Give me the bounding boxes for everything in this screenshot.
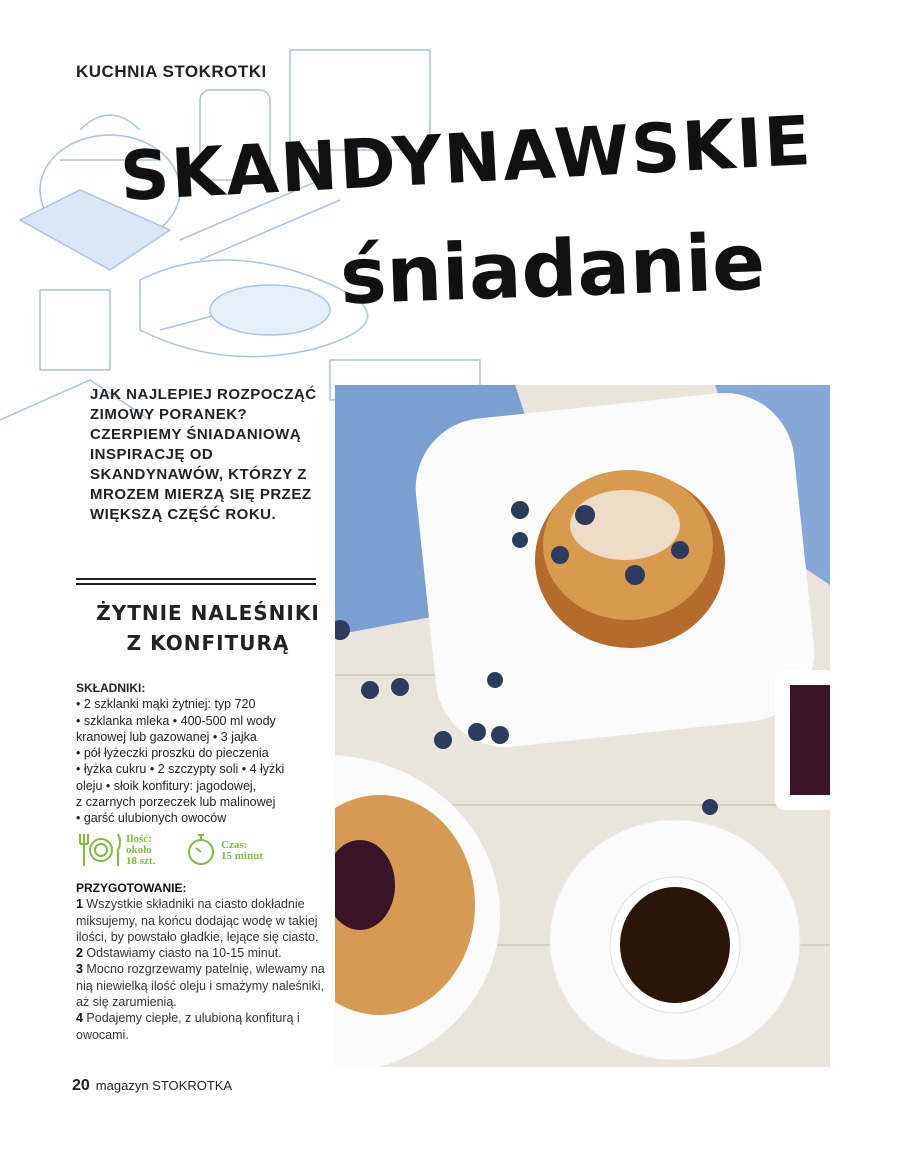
ingredient-line: • 2 szklanki mąki żytniej: typ 720 (76, 697, 256, 712)
headline-line1: SKANDYNAWSKIE (118, 101, 815, 218)
recipe-title (76, 598, 340, 658)
headline-line2: śniadanie (338, 217, 767, 323)
amount-info: Ilość: około 18 szt. (126, 833, 156, 867)
ingredient-line: z czarnych porzeczek lub malinowej (76, 795, 276, 810)
section-brand: KUCHNIA STOKROTKI (76, 62, 267, 81)
time-info: Czas: 15 minut (221, 839, 263, 862)
divider (76, 578, 316, 580)
preparation-heading: PRZYGOTOWANIE: (76, 881, 187, 895)
ingredient-line: oleju • słoik konfitury: jagodowej, (76, 778, 257, 793)
ingredient-line: • pół łyżeczki proszku do pieczenia (76, 746, 269, 761)
recipe-info (76, 830, 336, 870)
footer (72, 1077, 232, 1095)
recipe-title-line1: ŻYTNIE NALEŚNIKI (96, 601, 320, 625)
preparation (76, 880, 338, 1043)
recipe-title-line2: Z KONFITURĄ (126, 631, 290, 655)
divider (76, 583, 316, 585)
step: 2 Odstawiamy ciasto na 10-15 minut. (76, 946, 282, 961)
page-number: 20 (72, 1077, 90, 1094)
ingredient-line: • garść ulubionych owoców (76, 811, 227, 826)
ingredient-line: kranowej lub gazowanej • 3 jajka (76, 729, 257, 744)
ingredient-line: • szklanka mleka • 400-500 ml wody (76, 713, 276, 728)
lead-paragraph: JAK NAJLEPIEJ ROZPOCZĄĆ ZIMOWY PORANEK? CZERPIEMY ŚNIADANIOWĄ INSPIRACJĘ OD SKANDYNAWÓW, KTÓRZY Z MROZEM MIERZĄ SIĘ PRZEZ WIĘKSZĄ CZĘŚĆ ROKU. (90, 386, 317, 523)
ingredients-heading: SKŁADNIKI: (76, 681, 146, 695)
pancakes-photo (335, 385, 830, 1067)
step: 3 Mocno rozgrzewamy patelnię, wlewamy na nią niewielką ilość oleju i smażymy naleśniki, aż się zarumienią. (76, 962, 325, 1010)
step: 1 Wszystkie składniki na ciasto dokładnie miksujemy, na końcu dodając wodę w takiej ilości, by powstało gładkie, lejące się ciasto. (76, 897, 319, 944)
step: 4 Podajemy ciepłe, z ulubioną konfiturą i owocami. (76, 1011, 300, 1042)
ingredients-list (76, 680, 336, 827)
ingredient-line: • łyżka cukru • 2 szczypty soli • 4 łyżki (76, 762, 285, 777)
plate-cutlery-icon (76, 832, 124, 868)
magazine-name: magazyn STOKROTKA (95, 1078, 233, 1093)
stopwatch-icon (186, 832, 216, 866)
